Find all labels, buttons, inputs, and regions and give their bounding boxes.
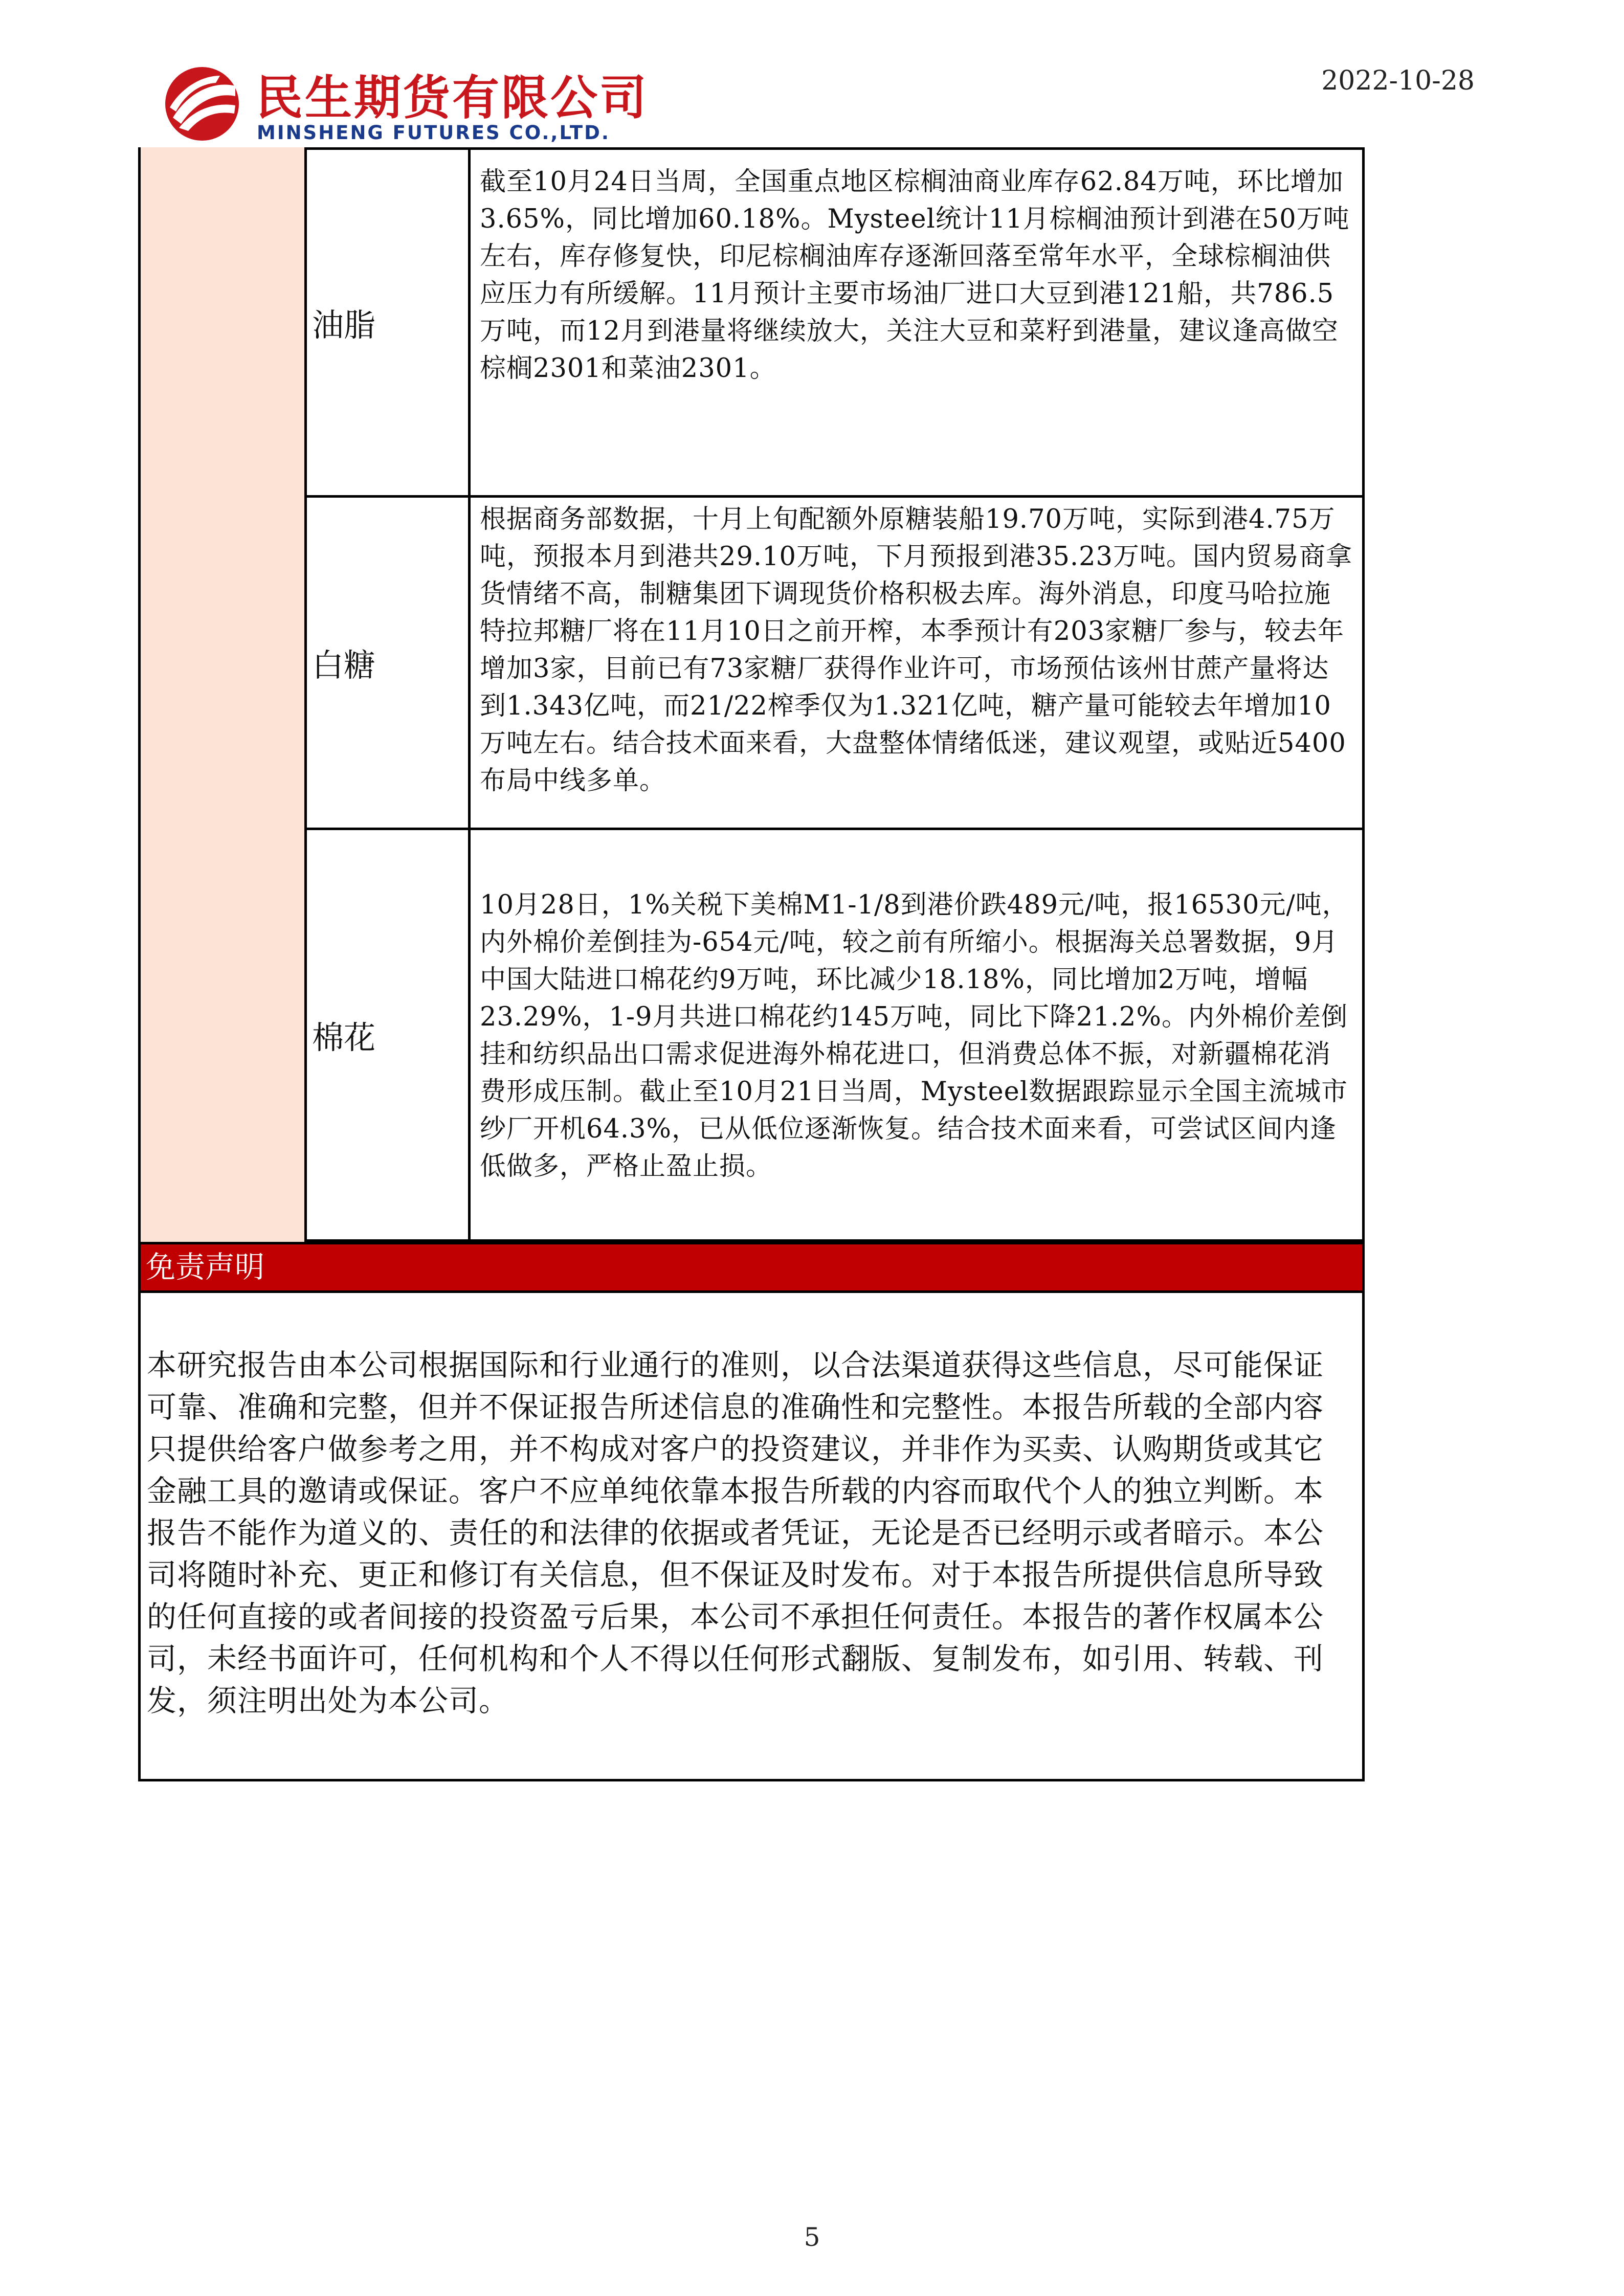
commodity-table	[138, 147, 1365, 1718]
side-column	[138, 147, 307, 1242]
row-name-oils: 油脂	[307, 147, 471, 495]
row-name-cotton: 棉花	[307, 828, 471, 1242]
logo-mark-icon	[159, 60, 246, 147]
disclaimer-text: 本研究报告由本公司根据国际和行业通行的准则，以合法渠道获得这些信息，尽可能保证可靠、准确和完整，但并不保证报告所述信息的准确性和完整性。本报告所载的全部内容只提供给客户做参考之用，并不构成对客户的投资建议，并非作为买卖、认购期货或其它金融工具的邀请或保证。客户不应单纯依靠本报告所载的内容而取代个人的独立判断。本报告不能作为道义的、责任的和法律的依据或者凭证，无论是否已经明示或者暗示。本公司将随时补充、更正和修订有关信息，但不保证及时发布。对于本报告所提供信息所导致的任何直接的或者间接的投资盈亏后果，本公司不承担任何责任。本报告的著作权属本公司，未经书面许可，任何机构和个人不得以任何形式翻版、复制发布，如引用、转载、刊发，须注明出处为本公司。	[138, 1293, 1365, 1781]
report-date: 2022-10-28	[1321, 65, 1475, 96]
row-text-cotton: 10月28日，1%关税下美棉M1-1/8到港价跌489元/吨，报16530元/吨，内外棉价差倒挂为-654元/吨，较之前有所缩小。根据海关总署数据，9月中国大陆进口棉花约9万吨，环比减少18.18%，同比增加2万吨，增幅23.29%，1-9月共进口棉花约145万吨，同比下降21.2%。内外棉价差倒挂和纺织品出口需求促进海外棉花进口，但消费总体不振，对新疆棉花消费形成压制。截止至10月21日当周，Mysteel数据跟踪显示全国主流城市纱厂开机64.3%，已从低位逐渐恢复。结合技术面来看，可尝试区间内逢低做多，严格止盈止损。	[471, 828, 1365, 1242]
disclaimer-title: 免责声明	[138, 1242, 1365, 1293]
row-text-sugar: 根据商务部数据，十月上旬配额外原糖装船19.70万吨，实际到港4.75万吨，预报本月到港共29.10万吨，下月预报到港35.23万吨。国内贸易商拿货情绪不高，制糖集团下调现货价格积极去库。海外消息，印度马哈拉施特拉邦糖厂将在11月10日之前开榨，本季预计有203家糖厂参与，较去年增加3家，目前已有73家糖厂获得作业许可，市场预估该州甘蔗产量将达到1.343亿吨，而21/22榨季仅为1.321亿吨，糖产量可能较去年增加10万吨左右。结合技术面来看，大盘整体情绪低迷，建议观望，或贴近5400布局中线多单。	[471, 495, 1365, 828]
company-logo	[159, 60, 649, 147]
logo-chinese-name: 民生期货有限公司	[256, 71, 649, 125]
logo-english-name: MINSHENG FUTURES CO.,LTD.	[257, 122, 610, 144]
row-text-oils: 截至10月24日当周，全国重点地区棕榈油商业库存62.84万吨，环比增加3.65%，同比增加60.18%。Mysteel统计11月棕榈油预计到港在50万吨左右，库存修复快，印尼棕榈油库存逐渐回落至常年水平，全球棕榈油供应压力有所缓解。11月预计主要市场油厂进口大豆到港121船，共786.5万吨，而12月到港量将继续放大，关注大豆和菜籽到港量，建议逢高做空棕榈2301和菜油2301。	[471, 147, 1365, 495]
page-number: 5	[804, 2222, 820, 2252]
row-name-sugar: 白糖	[307, 495, 471, 828]
